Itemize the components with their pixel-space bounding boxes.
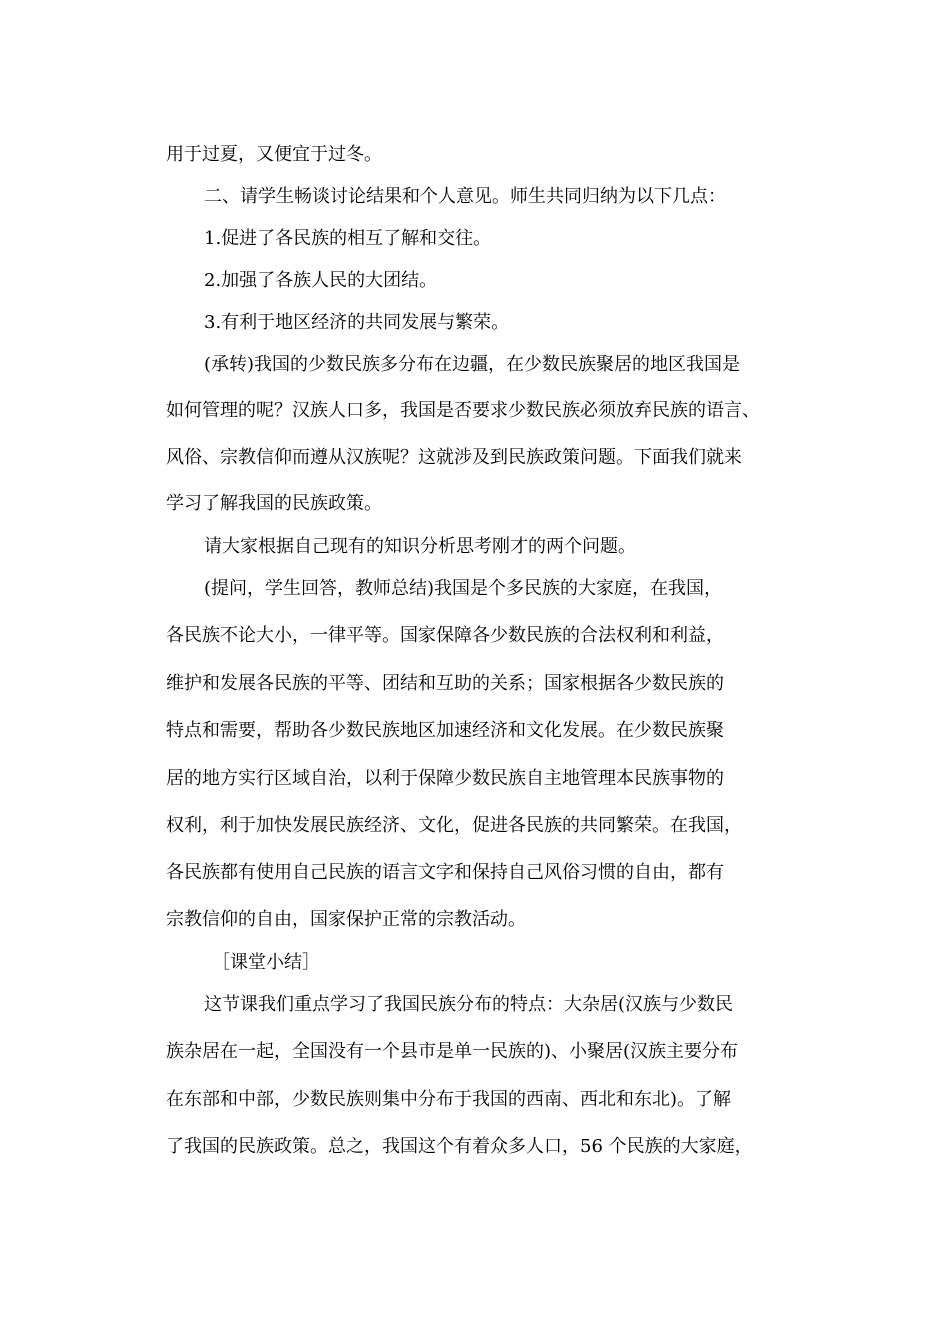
- section-heading: ［课堂小结］: [212, 952, 320, 973]
- text-line: 在东部和中部，少数民族则集中分布于我国的西南、西北和东北)。了解: [166, 1089, 732, 1110]
- text-line: 1.促进了各民族的相互了解和交往。: [204, 228, 492, 249]
- text-line: 宗教信仰的自由，国家保护正常的宗教活动。: [166, 909, 526, 930]
- text-line: 学习了解我国的民族政策。: [166, 493, 382, 514]
- text-line: 权利，利于加快发展民族经济、文化，促进各民族的共同繁荣。在我国，: [166, 815, 742, 836]
- text-line: 了我国的民族政策。总之，我国这个有着众多人口，56 个民族的大家庭，: [166, 1136, 753, 1157]
- text-line: 维护和发展各民族的平等、团结和互助的关系；国家根据各少数民族的: [166, 673, 724, 694]
- text-line: (提问，学生回答，教师总结)我国是个多民族的大家庭，在我国，: [204, 578, 723, 599]
- text-line: 用于过夏，又便宜于过冬。: [166, 144, 382, 165]
- text-line: 特点和需要，帮助各少数民族地区加速经济和文化发展。在少数民族聚: [166, 720, 724, 741]
- text-line: 3.有利于地区经济的共同发展与繁荣。: [204, 312, 510, 333]
- text-line: 如何管理的呢？汉族人口多，我国是否要求少数民族必须放弃民族的语言、: [166, 400, 760, 421]
- text-line: 请大家根据自己现有的知识分析思考刚才的两个问题。: [204, 536, 636, 557]
- text-line: 2.加强了各族人民的大团结。: [204, 270, 438, 291]
- text-line: 这节课我们重点学习了我国民族分布的特点：大杂居(汉族与少数民: [204, 994, 734, 1015]
- text-line: 二、请学生畅谈讨论结果和个人意见。师生共同归纳为以下几点：: [204, 186, 726, 207]
- text-line: 各民族不论大小，一律平等。国家保障各少数民族的合法权利和利益，: [166, 625, 724, 646]
- text-line: 族杂居在一起，全国没有一个县市是单一民族的)、小聚居(汉族主要分布: [166, 1041, 739, 1062]
- text-line: 风俗、宗教信仰而遵从汉族呢？这就涉及到民族政策问题。下面我们就来: [166, 447, 742, 468]
- text-line: (承转)我国的少数民族多分布在边疆，在少数民族聚居的地区我国是: [204, 354, 741, 375]
- text-line: 居的地方实行区域自治，以利于保障少数民族自主地管理本民族事物的: [166, 768, 724, 789]
- text-line: 各民族都有使用自己民族的语言文字和保持自己风俗习惯的自由，都有: [166, 862, 724, 883]
